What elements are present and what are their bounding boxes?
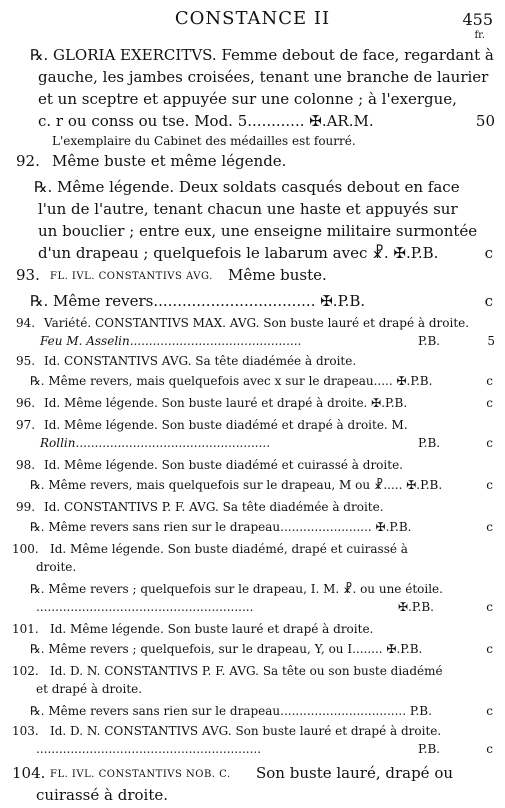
denomination: ✠.P.B. <box>398 600 434 614</box>
rarity-mark: c <box>484 292 493 310</box>
rarity-mark: c <box>486 374 493 388</box>
collection-note: L'exemplaire du Cabinet des médailles est fourré. <box>52 134 356 148</box>
denomination: P.B. <box>418 742 441 756</box>
entry-100-reverse <box>0 580 505 616</box>
entry-93 <box>0 264 505 286</box>
rarity-mark: c <box>486 396 493 410</box>
rarity-mark: c <box>486 520 493 534</box>
entry-text: Id. Même légende. Son buste diadémé et drapé à droite. M. <box>44 418 408 432</box>
entry-92 <box>0 150 505 172</box>
entry-line: d'un drapeau ; quelquefois le labarum avec ☧. ✠.P.B. <box>38 244 439 262</box>
entry-line: ........................................................... <box>36 742 262 756</box>
rarity-mark: c <box>486 478 493 492</box>
entry-93-reverse <box>0 290 505 312</box>
entry-text: ℞. Même revers.................................. ✠.P.B. <box>30 292 366 310</box>
entry-number: 96. <box>16 396 36 410</box>
entry-line: gauche, les jambes croisées, tenant une branche de laurier <box>38 68 489 86</box>
entry-98-reverse <box>0 476 505 494</box>
entry-text: Id. CONSTANTIVS P. F. AVG. Sa tête diadémée à droite. <box>44 500 384 514</box>
coin-legend: FL. IVL. CONSTANTIVS AVG. <box>50 271 213 282</box>
entry-text: ℞. Même revers ; quelquefois, sur le drapeau, Y, ou I........ ✠.P.B. <box>30 642 423 656</box>
entry-text: Id. Même légende. Son buste lauré et drapé à droite. ✠.P.B. <box>44 396 408 410</box>
entry-line: Feu M. Asselin............................................. <box>40 334 302 348</box>
entry-text: Id. D. N. CONSTANTIVS AVG. Son buste lauré et drapé à droite. <box>50 724 442 738</box>
denomination: P.B. <box>418 334 441 348</box>
entry-96 <box>0 394 505 412</box>
entry-number: 94. <box>16 316 36 330</box>
entry-text: Id. Même légende. Son buste diadémé et cuirassé à droite. <box>44 458 403 472</box>
entry-number: 97. <box>16 418 36 432</box>
entry-text: Id. Même légende. Son buste diadémé, drapé et cuirassé à <box>50 542 408 556</box>
entry-line: c. r ou conss ou tse. Mod. 5............ ✠.AR.M. <box>38 112 374 130</box>
entry-text: Id. Même légende. Son buste lauré et drapé à droite. <box>50 622 374 636</box>
entry-number: 103. <box>12 724 39 738</box>
page-title: CONSTANCE II <box>174 8 331 29</box>
entry-line: Rollin................................................... <box>40 436 271 450</box>
entry-text: Variété. CONSTANTIVS MAX. AVG. Son buste lauré et drapé à droite. <box>44 316 470 330</box>
entry-102-reverse <box>0 702 505 720</box>
rarity-mark: c <box>486 742 493 756</box>
entry-92-reverse <box>0 176 505 264</box>
entry-text: Id. D. N. CONSTANTIVS P. F. AVG. Sa tête ou son buste diadémé <box>50 664 443 678</box>
entry-text: Même buste. <box>228 266 327 284</box>
entry-line: ℞. GLORIA EXERCITVS. Femme debout de face, regardant à <box>30 46 494 64</box>
page-number: 455 <box>462 10 493 29</box>
entry-line: l'un de l'autre, tenant chacun une haste et appuyés sur <box>38 200 458 218</box>
entry-99 <box>0 498 505 516</box>
rarity-mark: c <box>486 642 493 656</box>
entry-text: ℞. Même revers ; quelquefois sur le drapeau, I. M. ☧. ou une étoile. <box>30 582 443 596</box>
currency-note: fr. <box>474 30 485 41</box>
rarity-mark: c <box>486 704 493 718</box>
entry-text: ℞. Même revers sans rien sur le drapeau........................ ✠.P.B. <box>30 520 412 534</box>
entry-number: 102. <box>12 664 39 678</box>
entry-line: cuirassé à droite. <box>36 786 168 804</box>
entry-number: 99. <box>16 500 36 514</box>
entry-number: 98. <box>16 458 36 472</box>
entry-line: ......................................................... <box>36 600 254 614</box>
entry-text: ℞. Même revers sans rien sur le drapeau................................. P.B. <box>30 704 432 718</box>
entry-101-reverse <box>0 640 505 658</box>
entry-97 <box>0 416 505 452</box>
entry-line: un bouclier ; entre eux, une enseigne militaire surmontée <box>38 222 478 240</box>
price: 50 <box>475 112 495 130</box>
entry-99-reverse <box>0 518 505 536</box>
rarity-mark: c <box>486 436 493 450</box>
entry-102 <box>0 662 505 698</box>
entry-number: 95. <box>16 354 36 368</box>
entry-number: 100. <box>12 542 39 556</box>
entry-text: ℞. Même revers, mais quelquefois avec x sur le drapeau..... ✠.P.B. <box>30 374 433 388</box>
entry-101 <box>0 620 505 638</box>
entry-95-reverse <box>0 372 505 390</box>
entry-98 <box>0 456 505 474</box>
entry-100 <box>0 540 505 576</box>
entry-94 <box>0 314 505 350</box>
entry-line: et un sceptre et appuyée sur une colonne ; à l'exergue, <box>38 90 457 108</box>
entry-line: et drapé à droite. <box>36 682 143 696</box>
rarity-mark: c <box>486 600 493 614</box>
entry-number: 101. <box>12 622 39 636</box>
entry-number: 104. <box>12 764 46 782</box>
entry-104 <box>0 762 505 806</box>
coin-legend: FL. IVL. CONSTANTIVS NOB. C. <box>50 769 231 780</box>
denomination: P.B. <box>418 436 441 450</box>
entry-95 <box>0 352 505 370</box>
entry-line: droite. <box>36 560 77 574</box>
price: 5 <box>487 334 495 348</box>
entry-number: 93. <box>16 266 40 284</box>
entry-91-reverse <box>0 44 505 150</box>
rarity-mark: c <box>484 244 493 262</box>
entry-text: Même buste et même légende. <box>52 152 287 170</box>
entry-text: Id. CONSTANTIVS AVG. Sa tête diadémée à droite. <box>44 354 357 368</box>
entry-text: ℞. Même revers, mais quelquefois sur le drapeau, M ou ☧..... ✠.P.B. <box>30 478 443 492</box>
entry-text: Son buste lauré, drapé ou <box>256 764 454 782</box>
entry-number: 92. <box>16 152 40 170</box>
entry-103 <box>0 722 505 758</box>
entry-line: ℞. Même légende. Deux soldats casqués debout en face <box>34 178 460 196</box>
